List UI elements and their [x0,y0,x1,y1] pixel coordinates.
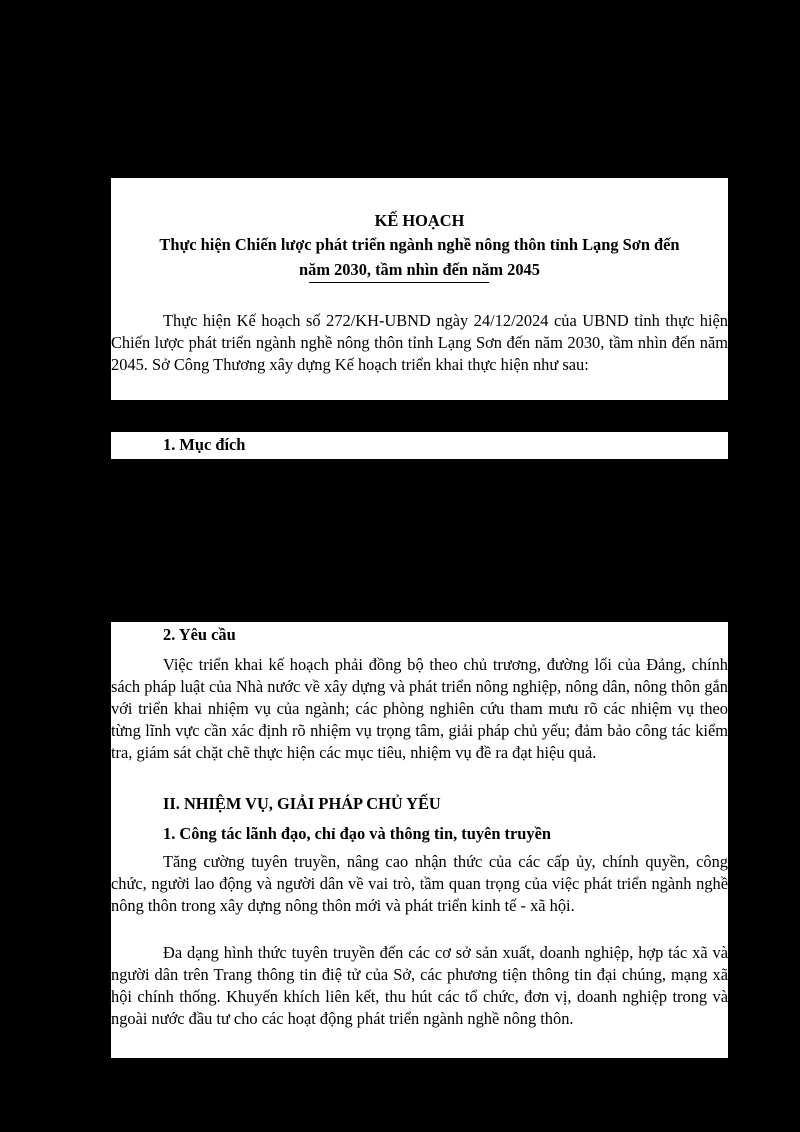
heading-cong-tac: 1. Công tác lãnh đạo, chỉ đạo và thông tin, tuyên truyền [163,824,551,843]
title-underline [309,282,489,283]
heading-muc-dich: 1. Mục đích [163,435,246,454]
heading-section-2: II. NHIỆM VỤ, GIẢI PHÁP CHỦ YẾU [163,794,441,813]
title-block [111,178,728,400]
document-subtitle-line1: Thực hiện Chiến lược phát triển ngành nghề nông thôn tỉnh Lạng Sơn đến [159,235,680,254]
yeu-cau-paragraph: Việc triển khai kế hoạch phải đồng bộ theo chủ trương, đường lối của Đảng, chính sách pháp luật của Nhà nước về xây dựng và phát triển nông nghiệp, nông dân, nông thôn gắn với triển khai nhiệm vụ của ngành; các phòng nghiên cứu tham mưu rõ các nhiệm vụ theo từng lĩnh vực cần xác định rõ nhiệm vụ trọng tâm, giải pháp chủ yếu; đảm bảo công tác kiểm tra, giám sát chặt chẽ thực hiện các mục tiêu, nhiệm vụ đề ra đạt hiệu quả. [111,655,728,762]
document-title: KẾ HOẠCH [374,211,465,230]
tang-cuong-paragraph: Tăng cường tuyên truyền, nâng cao nhận thức của các cấp ủy, chính quyền, công chức, người lao động và người dân về vai trò, tầm quan trọng của việc phát triển ngành nghề nông thôn trong xây dựng nông thôn mới và phát triển kinh tế - xã hội. [111,852,728,915]
da-dang-paragraph: Đa dạng hình thức tuyên truyền đến các cơ sở sản xuất, doanh nghiệp, hợp tác xã và người dân trên Trang thông tin điệ tử của Sở, các phương tiện thông tin đại chúng, mạng xã hội chính thống. Khuyến khích liên kết, thu hút các tổ chức, đơn vị, doanh nghiệp trong và ngoài nước đầu tư cho các hoạt động phát triển ngành nghề nông thôn. [111,943,728,1028]
document-subtitle-line2: năm 2030, tầm nhìn đến năm 2045 [299,260,540,279]
muc-dich-block [111,432,728,459]
intro-paragraph: Thực hiện Kế hoạch số 272/KH-UBND ngày 24/12/2024 của UBND tỉnh thực hiện Chiến lược phát triển ngành nghề nông thôn tỉnh Lạng Sơn đến năm 2030, tầm nhìn đến năm 2045. Sở Công Thương xây dựng Kế hoạch triển khai thực hiện như sau: [111,311,728,374]
heading-yeu-cau: 2. Yêu cầu [163,625,236,644]
main-content-block [111,622,728,1058]
